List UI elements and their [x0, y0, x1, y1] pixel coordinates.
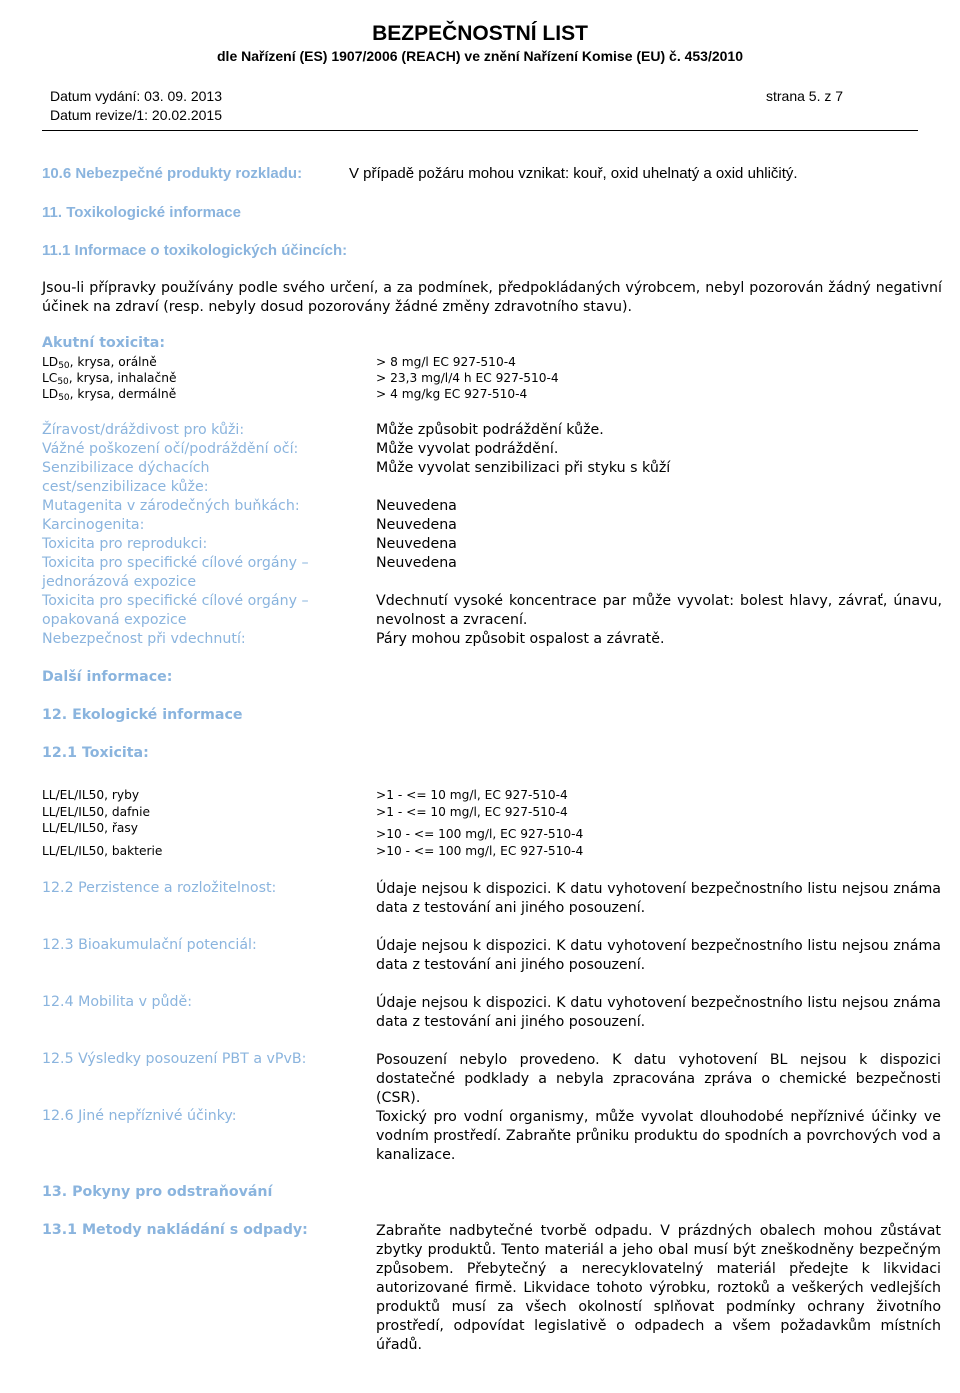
s11-intro: Jsou-li přípravky používány podle svého určení, a za podmínek, předpokládaných výrobcem, nebyl pozorován žádný negativní účinek na zdraví (resp. nebyly dosud pozorovány žádné změny zdravotního stavu).: [42, 280, 942, 315]
acute-row-label: $LD_{50}$, krysa, orálně: [42, 355, 157, 371]
s12-title: 12. Ekologické informace: [42, 707, 243, 723]
skin-corrosion-label: Žíravost/dráždivost pro kůži:: [42, 422, 245, 438]
stot-re-label-cont: opakovaná expozice: [42, 612, 187, 628]
page-number: strana 5. z 7: [766, 88, 844, 104]
waste-methods-text: Zabraňte nadbytečné tvorbě odpadu. V prázdných obalech mohou zůstávat zbytky produktů. Tento materiál a jeho obal musí být zneškodněny bezpečným způsobem. Přebytečný a nerecyklovatelný materiál předejte k likvidaci autorizované firmě. Likvidace tohoto výrobku, roztoků a veškerých vedlejších produktů musí za všech okolností splňovat podmínky ochrany životního prostředí, odpovídat legislativě o odpadech a všem požadavkům místních úřadů.: [376, 1223, 941, 1353]
s10-6-label: 10.6 Nebezpečné produkty rozkladu:: [42, 165, 303, 182]
other-effects-text: Toxický pro vodní organismy, může vyvolat dlouhodobé nepříznivé účinky ve vodním prostředí. Zabraňte průniku produktu do spodních a povrchových vod a kanalizace.: [376, 1109, 941, 1163]
bioaccumulation-label: 12.3 Bioakumulační potenciál:: [42, 937, 257, 953]
stot-se-value: Neuvedena: [376, 555, 457, 571]
stot-re-value: Vdechnutí vysoké koncentrace par může vyvolat: bolest hlavy, závrať, únavu,: [376, 593, 942, 609]
s11-title: 11. Toxikologické informace: [42, 204, 241, 221]
ecotox-row-value: >10 - <= 100 mg/l, EC 927-510-4: [376, 827, 584, 841]
sensitisation-label-cont: cest/senzibilizace kůže:: [42, 479, 209, 495]
persistence-label: 12.2 Perzistence a rozložitelnost:: [42, 880, 277, 896]
ecotox-row-value: >1 - <= 10 mg/l, EC 927-510-4: [376, 788, 568, 802]
carcinogenicity-value: Neuvedena: [376, 517, 457, 533]
acute-row-value: > 23,3 mg/l/4 h EC 927-510-4: [376, 371, 559, 385]
reproductive-toxicity-label: Toxicita pro reprodukci:: [42, 536, 208, 552]
reproductive-toxicity-value: Neuvedena: [376, 536, 457, 552]
aspiration-hazard-label: Nebezpečnost při vdechnutí:: [42, 631, 246, 647]
s10-6-text: V případě požáru mohou vznikat: kouř, oxid uhelnatý a oxid uhličitý.: [349, 165, 798, 182]
mutagenicity-label: Mutagenita v zárodečných buňkách:: [42, 498, 300, 514]
acute-toxicity-title: Akutní toxicita:: [42, 335, 166, 351]
waste-methods-label: 13.1 Metody nakládání s odpady:: [42, 1222, 308, 1238]
acute-row-label: $LC_{50}$, krysa, inhalačně: [42, 371, 177, 387]
ecotox-row-value: >10 - <= 100 mg/l, EC 927-510-4: [376, 844, 584, 858]
eye-damage-label: Vážné poškození očí/podráždění očí:: [42, 441, 299, 457]
aspiration-hazard-value: Páry mohou způsobit ospalost a závratě.: [376, 631, 665, 647]
header-divider: [42, 130, 918, 131]
mobility-label: 12.4 Mobilita v půdě:: [42, 994, 193, 1010]
eye-damage-value: Může vyvolat podráždění.: [376, 441, 559, 457]
sensitisation-label: Senzibilizace dýchacích: [42, 460, 210, 476]
revision-date: Datum revize/1: 20.02.2015: [50, 107, 222, 123]
stot-re-value-cont: nevolnost a zvracení.: [376, 612, 528, 628]
ecotox-row-value: >1 - <= 10 mg/l, EC 927-510-4: [376, 805, 568, 819]
carcinogenicity-label: Karcinogenita:: [42, 517, 145, 533]
ecotox-row-label: LL/EL/IL50, řasy: [42, 821, 138, 835]
mobility-text: Údaje nejsou k dispozici. K datu vyhotovení bezpečnostního listu nejsou známa data z testování ani jiného posouzení.: [376, 995, 941, 1030]
stot-se-label: Toxicita pro specifické cílové orgány –: [42, 555, 309, 571]
s11-1-title: 11.1 Informace o toxikologických účincích:: [42, 242, 348, 259]
stot-re-label: Toxicita pro specifické cílové orgány –: [42, 593, 309, 609]
further-info-label: Další informace:: [42, 669, 173, 685]
s12-1-title: 12.1 Toxicita:: [42, 745, 149, 761]
pbt-text: Posouzení nebylo provedeno. K datu vyhotovení BL nejsou k dispozici dostatečné podklady a nebyla zpracována zpráva o chemické bezpečnosti (CSR).: [376, 1052, 941, 1106]
stot-se-label-cont: jednorázová expozice: [42, 574, 197, 590]
skin-corrosion-value: Může způsobit podráždění kůže.: [376, 422, 604, 438]
bioaccumulation-text: Údaje nejsou k dispozici. K datu vyhotovení bezpečnostního listu nejsou známa data z testování ani jiného posouzení.: [376, 938, 941, 973]
document-title: BEZPEČNOSTNÍ LIST: [372, 22, 588, 45]
other-effects-label: 12.6 Jiné nepříznivé účinky:: [42, 1108, 237, 1124]
s13-title: 13. Pokyny pro odstraňování: [42, 1184, 273, 1200]
acute-row-value: > 4 mg/kg EC 927-510-4: [376, 387, 528, 401]
acute-row-label: $LD_{50}$, krysa, dermálně: [42, 387, 177, 403]
ecotox-row-label: LL/EL/IL50, dafnie: [42, 805, 151, 819]
persistence-text: Údaje nejsou k dispozici. K datu vyhotovení bezpečnostního listu nejsou známa data z testování ani jiného posouzení.: [376, 881, 941, 916]
acute-row-value: > 8 mg/l EC 927-510-4: [376, 355, 516, 369]
ecotox-row-label: LL/EL/IL50, ryby: [42, 788, 140, 802]
ecotox-row-label: LL/EL/IL50, bakterie: [42, 844, 163, 858]
document-subtitle: dle Nařízení (ES) 1907/2006 (REACH) ve znění Nařízení Komise (EU) č. 453/2010: [217, 48, 743, 64]
issue-date: Datum vydání: 03. 09. 2013: [50, 88, 222, 104]
sensitisation-value: Může vyvolat senzibilizaci při styku s kůží: [376, 460, 671, 476]
pbt-label: 12.5 Výsledky posouzení PBT a vPvB:: [42, 1051, 307, 1067]
mutagenicity-value: Neuvedena: [376, 498, 457, 514]
